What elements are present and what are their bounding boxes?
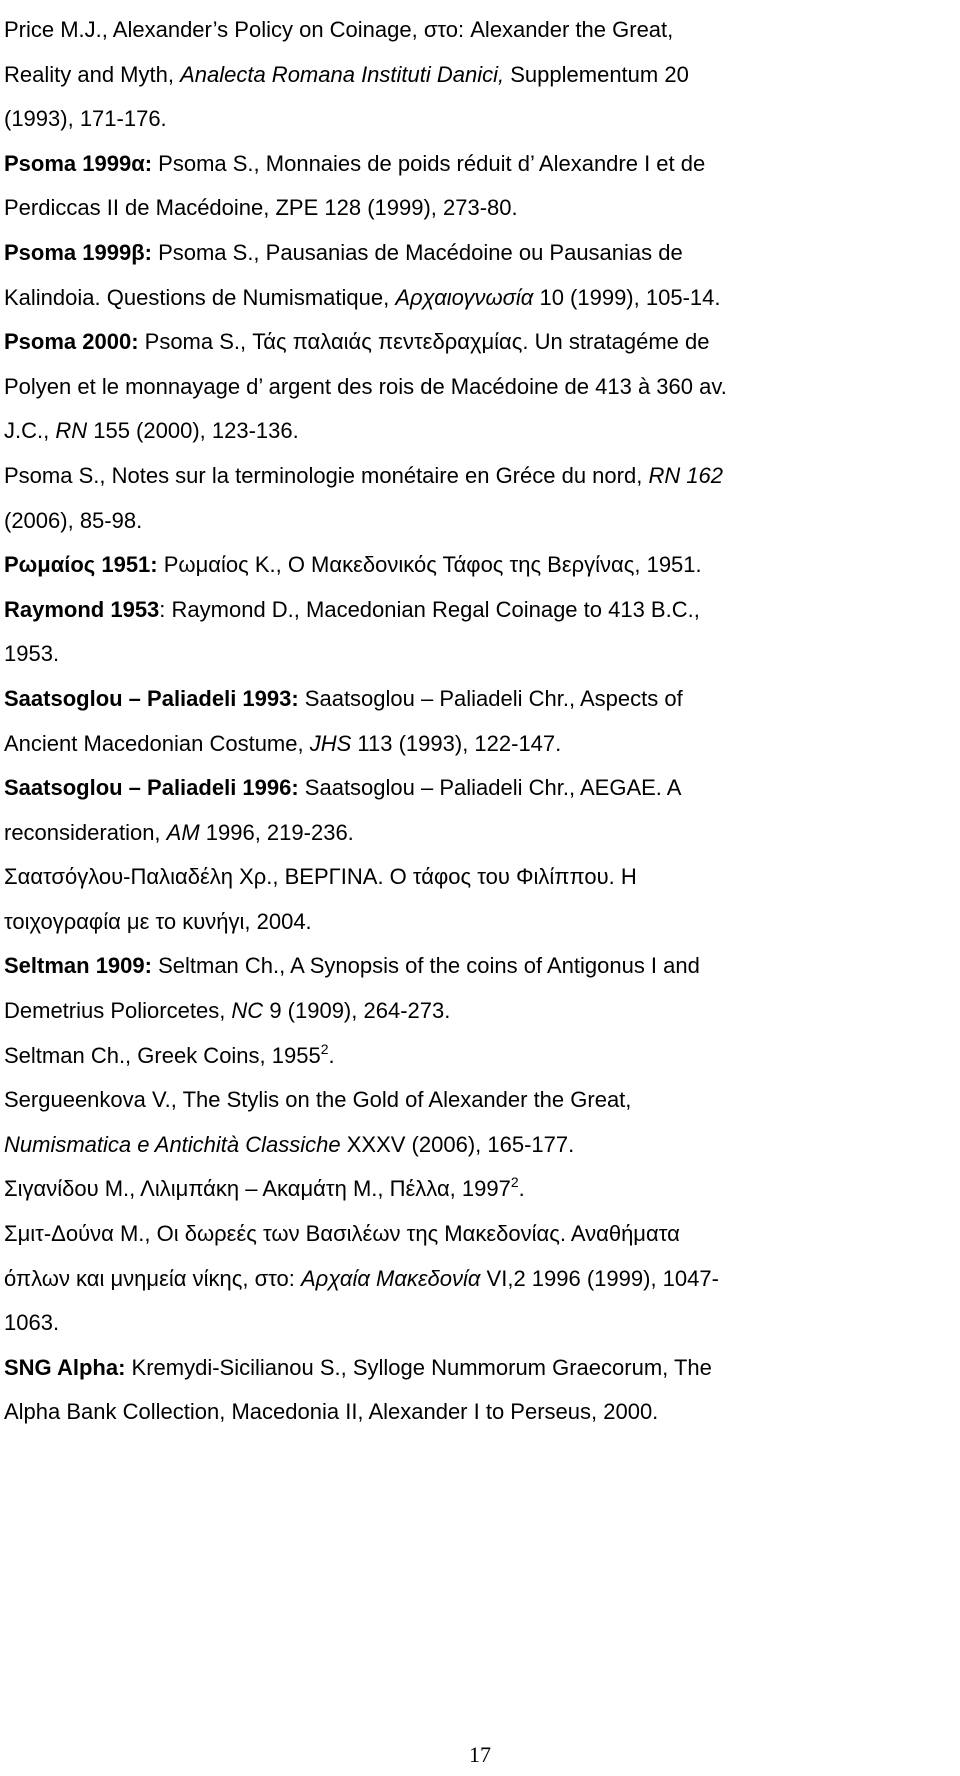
entry-key: Ρωμαίος 1951: (4, 552, 158, 578)
entry-line (4, 811, 864, 856)
entry-line (4, 186, 864, 231)
bibliography-entry (4, 1078, 864, 1167)
superscript-text: 2 (320, 1040, 329, 1057)
entry-text: όπλων και μνημεία νίκης, στο: (4, 1265, 301, 1291)
bibliography-entry (4, 8, 864, 142)
page-number: 17 (469, 1742, 491, 1767)
bibliography-entry (4, 677, 864, 766)
entry-line (4, 1301, 864, 1346)
entry-key: Psoma 2000: (4, 329, 139, 355)
entry-text: 113 (1993), 122-147. (351, 730, 562, 756)
italic-title: NC (231, 998, 264, 1024)
entry-text: Kremydi-Sicilianou S., Sylloge Nummorum Graecorum, The (125, 1354, 712, 1380)
entry-line (4, 1346, 864, 1391)
entry-key: SNG Alpha: (4, 1354, 126, 1380)
entry-key: Saatsoglou – Paliadeli 1996: (4, 775, 299, 801)
entry-line (4, 989, 864, 1034)
entry-text: Σιγανίδου Μ., Λιλιμπάκη – Ακαμάτη Μ., Πέλλα, 1997 (4, 1176, 511, 1202)
bibliography-entry (4, 1034, 864, 1079)
entry-text: Psoma S., Pausanias de Macédoine ou Pausanias de (151, 239, 683, 265)
entry-text: Seltman Ch., Greek Coins, 1955 (4, 1042, 321, 1068)
entry-text: 1996, 219-236. (199, 819, 354, 845)
entry-text: Σμιτ-Δούνα Μ., Οι δωρεές των Βασιλέων της Μακεδονίας. Αναθήματα (4, 1221, 680, 1247)
entry-text: XXXV (2006), 165-177. (340, 1131, 575, 1157)
entry-line (4, 1390, 864, 1435)
bibliography-list (4, 8, 864, 1435)
entry-line (4, 543, 864, 588)
entry-line (4, 1123, 864, 1168)
entry-line (4, 722, 864, 767)
entry-text: 1063. (4, 1310, 60, 1336)
bibliography-entry (4, 543, 864, 588)
entry-text: Sergueenkova V., The Stylis on the Gold of Alexander the Great, (4, 1087, 632, 1113)
bibliography-entry (4, 1346, 864, 1435)
entry-text: Demetrius Poliorcetes, (4, 998, 232, 1024)
entry-text: Ancient Macedonian Costume, (4, 730, 310, 756)
italic-title: Αρχαιογνωσία (395, 284, 534, 310)
entry-line (4, 276, 864, 321)
entry-text: Seltman Ch., A Synopsis of the coins of Antigonus I and (151, 953, 700, 979)
entry-text: Saatsoglou – Paliadeli Chr., AEGAE. A (298, 775, 682, 801)
entry-text: (2006), 85-98. (4, 507, 143, 533)
entry-text: . (328, 1042, 335, 1068)
entry-text: Σαατσόγλου-Παλιαδέλη Χρ., ΒΕΡΓΙΝΑ. Ο τάφος του Φιλίππου. Η (4, 864, 637, 890)
entry-line (4, 1078, 864, 1123)
entry-text: (1993), 171-176. (4, 106, 167, 132)
entry-text: 9 (1909), 264-273. (263, 998, 451, 1024)
entry-text: 10 (1999), 105-14. (533, 284, 721, 310)
entry-text: 1953. (4, 641, 60, 667)
entry-line (4, 142, 864, 187)
entry-line (4, 766, 864, 811)
entry-text: . (518, 1176, 525, 1202)
entry-key: Psoma 1999β: (4, 239, 152, 265)
entry-text: Psoma S., Monnaies de poids réduit d’ Alexandre I et de (152, 150, 706, 176)
bibliography-entry (4, 1212, 864, 1346)
bibliography-entry (4, 1167, 864, 1212)
entry-text: τοιχογραφία με το κυνήγι, 2004. (4, 908, 312, 934)
entry-text: Polyen et le monnayage d’ argent des rois de Macédoine de 413 à 360 av. (4, 373, 727, 399)
entry-text: Psoma S., Notes sur la terminologie monétaire en Gréce du nord, (4, 462, 649, 488)
entry-line (4, 53, 864, 98)
entry-line (4, 944, 864, 989)
italic-title: Αρχαία Μακεδονία (301, 1265, 481, 1291)
italic-title: RN 162 (648, 462, 724, 488)
entry-text: Kalindoia. Questions de Numismatique, (4, 284, 396, 310)
italic-title: Analecta Romana Instituti Danici, (180, 61, 505, 87)
bibliography-entry (4, 588, 864, 677)
bibliography-entry (4, 231, 864, 320)
entry-line (4, 1167, 864, 1212)
entry-line (4, 677, 864, 722)
entry-text: Ρωμαίος Κ., Ο Μακεδονικός Τάφος της Βεργίνας, 1951. (157, 552, 702, 578)
entry-line (4, 855, 864, 900)
bibliography-entry (4, 454, 864, 543)
entry-text: Perdiccas II de Macédoine, ZPE 128 (1999), 273-80. (4, 195, 518, 221)
entry-text: 155 (2000), 123-136. (87, 418, 299, 444)
entry-line (4, 1257, 864, 1302)
entry-line (4, 499, 864, 544)
entry-text: : Raymond D., Macedonian Regal Coinage to 413 B.C., (159, 596, 700, 622)
entry-line (4, 409, 864, 454)
entry-line (4, 8, 864, 53)
entry-line (4, 97, 864, 142)
italic-title: RN (55, 418, 88, 444)
entry-line (4, 588, 864, 633)
bibliography-entry (4, 855, 864, 944)
entry-text: VI,2 1996 (1999), 1047- (480, 1265, 719, 1291)
entry-line (4, 454, 864, 499)
bibliography-entry (4, 142, 864, 231)
entry-line (4, 1034, 864, 1079)
entry-key: Psoma 1999α: (4, 150, 153, 176)
bibliography-entry (4, 944, 864, 1033)
entry-key: Raymond 1953 (4, 596, 160, 622)
italic-title: Numismatica e Antichità Classiche (4, 1131, 341, 1157)
entry-line (4, 365, 864, 410)
italic-title: AM (166, 819, 200, 845)
superscript-text: 2 (510, 1174, 519, 1191)
entry-text: Saatsoglou – Paliadeli Chr., Aspects of (298, 685, 683, 711)
entry-text: Supplementum 20 (504, 61, 689, 87)
entry-key: Saatsoglou – Paliadeli 1993: (4, 685, 299, 711)
entry-line (4, 900, 864, 945)
bibliography-entry (4, 766, 864, 855)
entry-text: Reality and Myth, (4, 61, 181, 87)
italic-title: JHS (309, 730, 352, 756)
bibliography-entry (4, 320, 864, 454)
entry-line (4, 320, 864, 365)
entry-text: Psoma S., Τάς παλαιάς πεντεδραχμίας. Un stratagéme de (138, 329, 710, 355)
entry-line (4, 231, 864, 276)
entry-text: J.C., (4, 418, 56, 444)
entry-text: reconsideration, (4, 819, 167, 845)
entry-key: Seltman 1909: (4, 953, 152, 979)
entry-text: Alpha Bank Collection, Macedonia II, Alexander I to Perseus, 2000. (4, 1399, 659, 1425)
entry-text: Price M.J., Alexander’s Policy on Coinage, στο: Alexander the Great, (4, 17, 674, 42)
entry-line (4, 632, 864, 677)
entry-line (4, 1212, 864, 1257)
